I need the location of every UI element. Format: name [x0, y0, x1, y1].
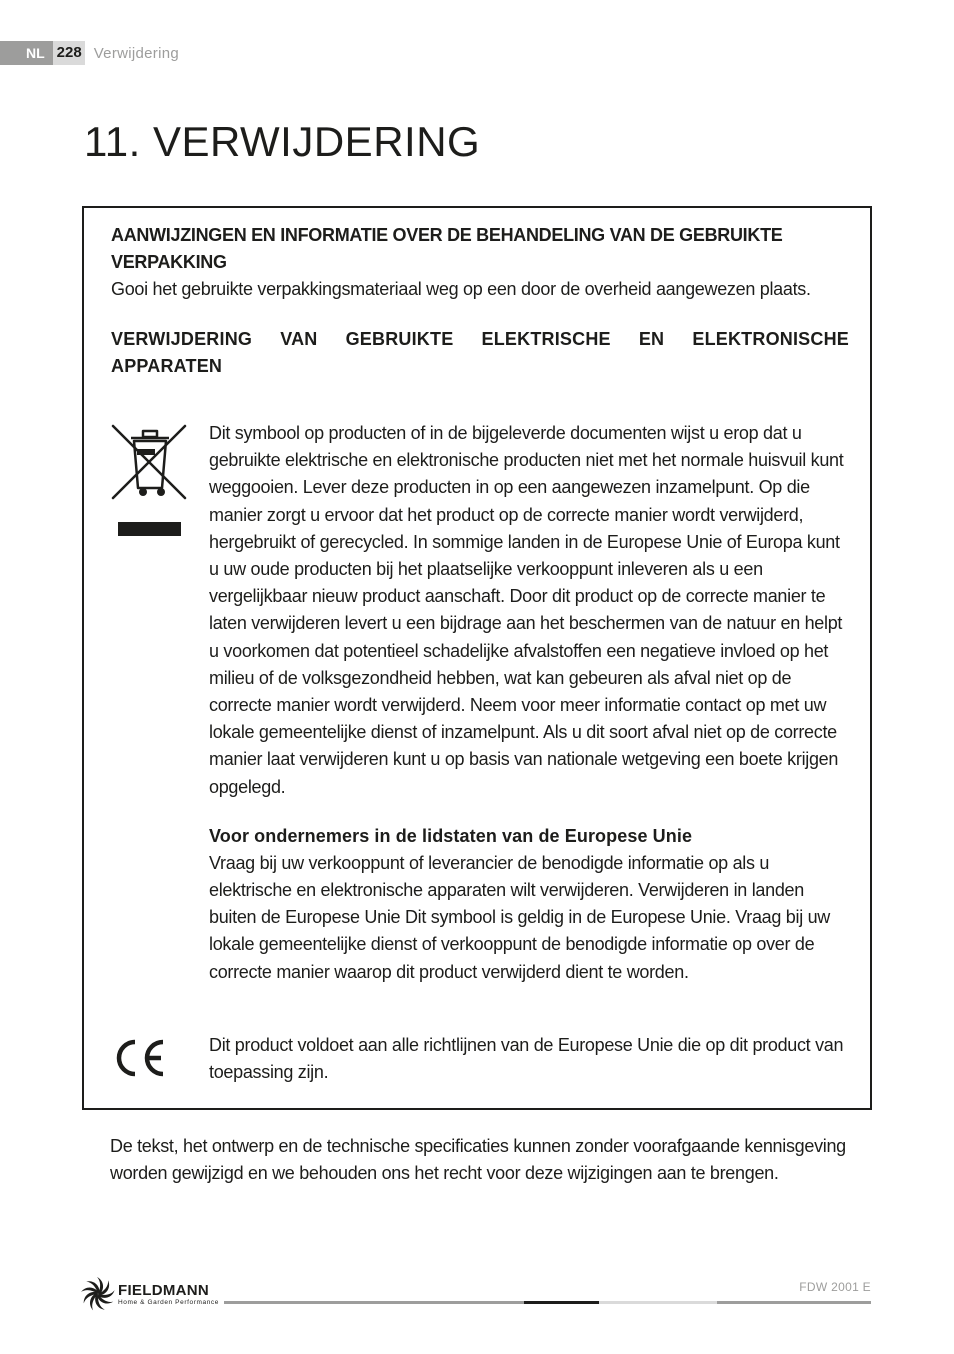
disclaimer-text: De tekst, het ontwerp en de technische specificaties kunnen zonder voorafgaande kennisgeving worden gewijzigd en we behouden ons het recht voor deze wijzigingen aan te brengen. [110, 1136, 846, 1184]
page-number: 228 [53, 41, 85, 65]
fieldmann-fan-logo-icon [80, 1276, 116, 1312]
disposal-info-box [82, 206, 872, 1110]
model-code: FDW 2001 E [799, 1280, 871, 1294]
brand-name: FIELDMANN [118, 1282, 210, 1299]
business-heading: Voor ondernemers in de lidstaten van de Europese Unie [209, 825, 693, 846]
footer-rule-segment [224, 1301, 524, 1304]
packaging-section [111, 222, 849, 380]
ce-mark-icon [111, 1038, 171, 1078]
footer-rule-segment [524, 1301, 599, 1304]
packaging-heading: AANWIJZINGEN EN INFORMATIE OVER DE BEHANDELING VAN DE GEBRUIKTE VERPAKKING [111, 225, 783, 272]
brand-tagline: Home & Garden Performance [118, 1299, 219, 1306]
packaging-text: Gooi het gebruikte verpakkingsmateriaal weg op een door de overheid aangewezen plaats. [111, 279, 811, 299]
page-title: 11. VERWIJDERING [84, 118, 481, 165]
business-text: Vraag bij uw verkooppunt of leverancier de benodigde informatie op als u elektrische en elektronische apparaten wilt verwijderen. Verwijderen in landen buiten de Europese Unie Dit symbool is geldig in de Europese Unie. Vraag bij uw lokale gemeentelijke dienst of verkooppunt de benodigde informatie op over de correcte manier waarop dit product verwijderd dient te worden. [209, 852, 831, 982]
section-name: Verwijdering [93, 44, 180, 62]
footer-rule-segment [599, 1301, 717, 1304]
fieldmann-logo [80, 1276, 219, 1312]
footer-rule-segment [717, 1301, 871, 1304]
weee-heading: VERWIJDERING VAN GEBRUIKTE ELEKTRISCHE EN ELEKTRONISCHE APPARATEN [111, 329, 849, 377]
crossed-out-wheelie-bin-icon [111, 424, 187, 540]
page-header [0, 40, 179, 66]
ce-section [209, 1032, 854, 1086]
ce-text: Dit product voldoet aan alle richtlijnen van de Europese Unie die op dit product van toepassing zijn. [209, 1035, 844, 1083]
weee-text: Dit symbool op producten of in de bijgeleverde documenten wijst u erop dat u gebruikte elektrische en elektronische producten niet met het normale huisvuil kunt weggooien. Lever deze producten in op een aangewezen inzamelpunt. Op die manier zorgt u ervoor dat het product op de correcte manier wordt verwijderd, hergebruikt of gerecycled. In sommige landen in de Europese Unie of Europa kunt u uw oude producten bij het plaatselijke verkooppunt inleveren als u een vergelijkbaar nieuw product aanschaft. Door dit product op de correcte manier te laten verwijderen levert u een bijdrage aan het beschermen van de natuur en helpt u voorkomen dat potentieel schadelijke afvalstoffen een negatieve invloed op het milieu of de volksgezondheid hebben, wat kan gebeuren als afval niet op de correcte manier wordt verwijderd. Neem voor meer informatie contact op met uw lokale gemeentelijke dienst of inzamelpunt. Als u dit soort afval niet op de correcte manier laat verwijderen kunt u op basis van nationale wetgeving een boete krijgen opgelegd. [209, 423, 844, 797]
weee-section [209, 420, 854, 986]
language-badge: NL [0, 41, 53, 65]
